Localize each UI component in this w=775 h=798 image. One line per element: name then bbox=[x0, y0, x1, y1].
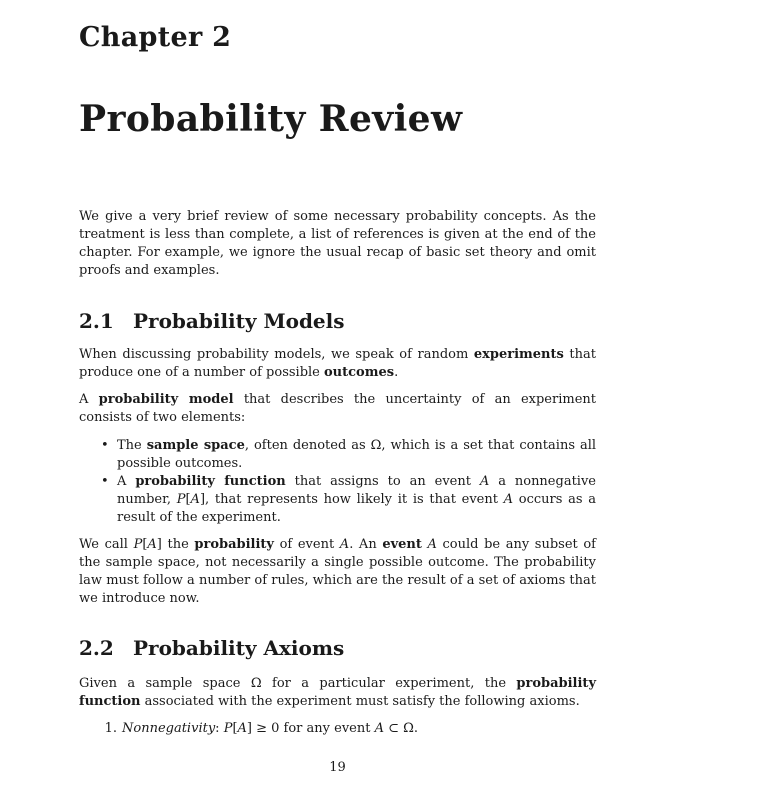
term-outcomes: outcomes bbox=[324, 365, 395, 380]
chapter-label: Chapter 2 bbox=[79, 22, 232, 53]
elements-list bbox=[79, 437, 596, 527]
term-probability-function: probability function bbox=[135, 474, 286, 489]
axiom-label: Nonnegativity bbox=[122, 721, 216, 736]
section2-paragraph-1: Given a sample space Ω for a particular experiment, the probability function associated with the experiment must satisfy the following axioms. bbox=[79, 676, 596, 709]
document-page bbox=[79, 0, 596, 798]
bullet-icon: • bbox=[101, 474, 109, 489]
section-heading-probability-models bbox=[79, 309, 345, 333]
bullet-icon: • bbox=[101, 438, 109, 453]
section-title: Probability Models bbox=[133, 309, 345, 333]
section1-paragraph-2: A probability model that describes the uncertainty of an experiment consists of two elements: bbox=[79, 392, 596, 425]
term-probability: probability bbox=[194, 537, 274, 552]
section1-paragraph-1: When discussing probability models, we speak of random experiments that produce one of a number of possible outcomes. bbox=[79, 347, 596, 380]
term-probability-model: probability model bbox=[98, 392, 234, 407]
term-probability-function: probability function bbox=[79, 676, 596, 709]
list-item: • The sample space, often denoted as Ω, which is a set that contains all possible outcomes. bbox=[101, 438, 597, 471]
section-number: 2.1 bbox=[79, 309, 114, 333]
section1-paragraph-3: We call P[A] the probability of event A. An event A could be any subset of the sample space, not necessarily a single possible outcome. The probability law must follow a number of rules, which are the result of a set of axioms that we introduce now. bbox=[79, 537, 596, 606]
axiom-number: 1. bbox=[104, 721, 117, 736]
term-event: event bbox=[382, 537, 422, 552]
section-title: Probability Axioms bbox=[133, 636, 345, 660]
intro-paragraph: We give a very brief review of some necessary probability concepts. As the treatment is less than complete, a list of references is given at the end of the chapter. For example, we ignore the usual recap of basic set theory and omit proofs and examples. bbox=[79, 209, 596, 278]
term-experiments: experiments bbox=[473, 347, 564, 362]
chapter-title: Probability Review bbox=[79, 98, 463, 140]
axiom-item: 1. Nonnegativity: P[A] ≥ 0 for any event A ⊂ Ω. bbox=[79, 720, 418, 738]
term-sample-space: sample space bbox=[146, 438, 245, 453]
section-heading-probability-axioms bbox=[79, 636, 344, 660]
section-number: 2.2 bbox=[79, 636, 114, 660]
page-number: 19 bbox=[329, 760, 346, 775]
list-item: • A probability function that assigns to an event A a nonnegative number, P[A], that represents how likely it is that event A occurs as a result of the experiment. bbox=[101, 474, 597, 525]
